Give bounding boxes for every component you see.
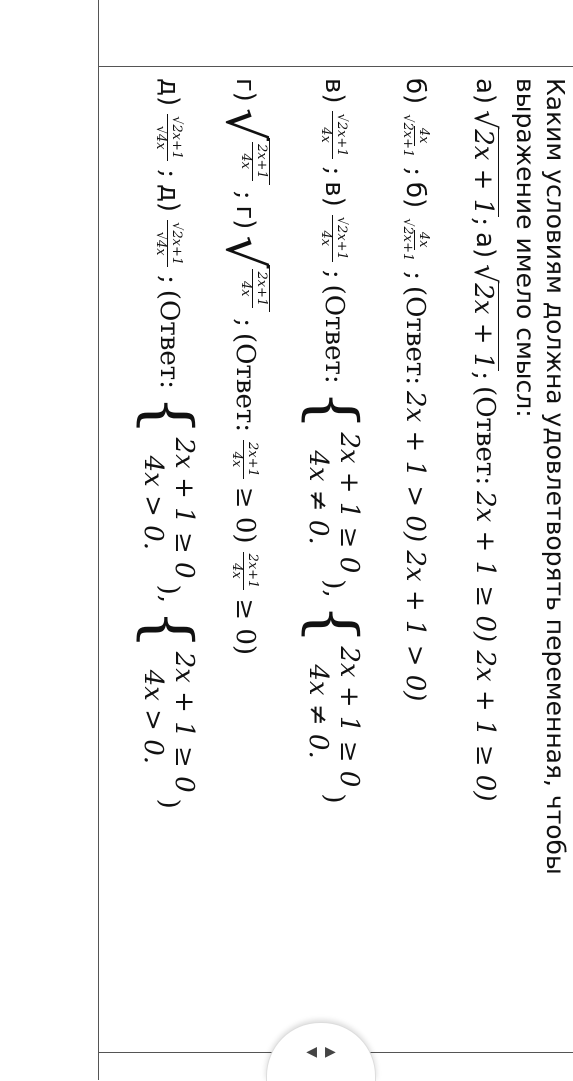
item-b-label-dup: б) [400,182,430,209]
item-v: в) √2x+1 4x ; в) √2x+1 4x ; (Ответ: { 2x + 1 ≥ 0 4x ≠ 0. ), { 2x + 1 ≥ 0 4x ≠ 0. ) [296,78,370,804]
item-d-system: { 2x + 1 ≥ 0 4x > 0. [131,394,205,579]
item-a-expr: √2x + 1; [467,110,502,227]
item-d-fraction: √2x+1 √4x [153,116,185,160]
item-d-label: д) [153,78,184,107]
item-a-answer: 2x + 1 ≥ 0) 2x + 1 ≥ 0) [469,491,500,802]
item-g-label-dup: г) [229,205,260,230]
item-b: б) 4x √2x+1 ; б) 4x √2x+1 ; (Ответ: 2x + 1 > 0) 2x + 1 > 0) [399,78,431,702]
table-border-left [98,0,99,1080]
item-g-label: г) [229,78,260,102]
item-b-label: б) [400,78,430,105]
item-a-label: а) [469,78,500,105]
item-g: г) √ 2x+1 4x ; г) √ 2x+1 4x ; (Ответ: 2x+1 4x ≥ 0) 2x+1 4x ≥ 0) [214,78,274,656]
item-a: а) √2x + 1; а) √2x + 1; (Ответ: 2x + 1 ≥ 0) 2x + 1 ≥ 0) [467,78,502,802]
item-v-answer-label: (Ответ: [318,284,349,384]
item-g-root: √ 2x+1 4x [218,108,270,185]
question-line-1: Каким условиям должна удовлетворять переменная, чтобы [541,78,570,875]
item-d: д) √2x+1 √4x ; д) √2x+1 √4x ; (Ответ: { 2x + 1 ≥ 0 4x > 0. ), { 2x + 1 ≥ 0 4x > 0. ) [131,78,205,809]
prev-arrow-icon[interactable]: ◀ [306,1044,317,1060]
item-v-fraction: √2x+1 4x [318,113,350,157]
rotated-content [110,78,570,1038]
table-border-top [98,66,573,67]
item-g-answer: ≥ 0) [229,486,260,544]
item-a-answer-label: (Ответ: [469,386,500,486]
question-line-2: выражение имело смысл: [511,78,540,418]
item-b-answer-label: (Ответ: [400,286,430,386]
item-g-answer-2: ≥ 0) [229,598,260,656]
item-g-answer-label: (Ответ: [229,333,260,433]
next-arrow-icon[interactable]: ▶ [325,1044,336,1060]
item-d-label-dup: д) [153,183,184,213]
item-b-fraction: 4x √2x+1 [399,114,431,158]
item-d-answer-label: (Ответ: [153,289,184,389]
item-v-label-dup: в) [318,181,349,207]
item-a-label-dup: а) [469,232,500,259]
item-v-system: { 2x + 1 ≥ 0 4x ≠ 0. [296,389,370,574]
item-b-answer: 2x + 1 > 0) 2x + 1 > 0) [400,391,430,702]
item-v-label: в) [318,78,349,104]
